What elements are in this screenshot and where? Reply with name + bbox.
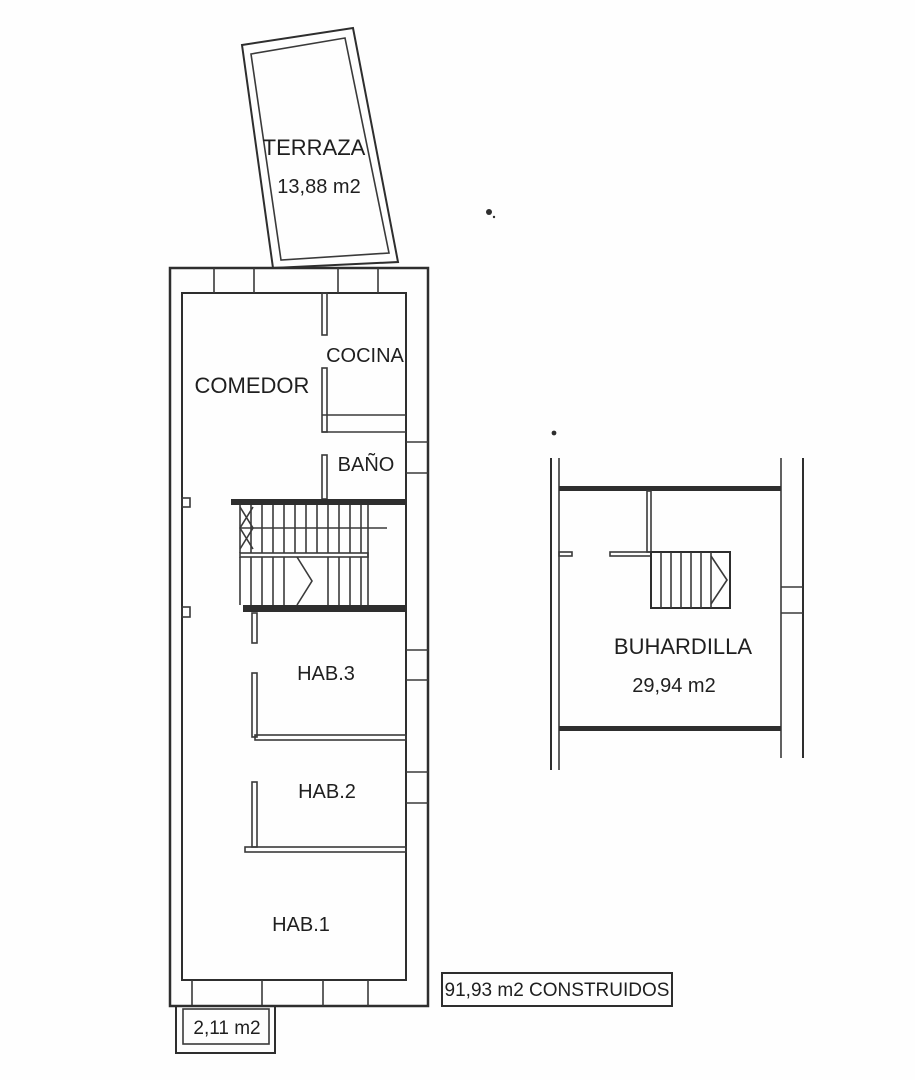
attic-top-wall [559,486,781,491]
partition-wall [252,782,257,847]
terrace-area-label: 13,88 m2 [277,176,361,198]
stair-treads-lower [240,557,361,605]
stair-top-bar [231,499,405,505]
partition-jamb [322,293,327,335]
room-divider-wall [255,735,406,740]
total-area-box [442,973,672,1006]
room-divider-wall [245,847,406,852]
balcony-area-label: 2,11 m2 [193,1018,261,1039]
attic-label: BUHARDILLA [613,634,753,659]
room-label-bano: BAÑO [337,454,395,476]
room-label-hab2: HAB.2 [298,781,356,803]
scan-specks [486,209,556,435]
partition-wall [252,673,257,737]
wall-tick [182,607,190,617]
attic-partition [647,491,651,552]
attic-area-label: 29,94 m2 [632,675,716,697]
attic-plan [551,458,803,770]
terrace-plan [242,28,398,268]
stair-break-symbol [711,556,727,604]
attic-staircase [651,552,730,608]
main-staircase [231,499,405,612]
front-balcony [176,1006,275,1053]
partition-jamb [252,613,257,643]
room-label-hab3: HAB.3 [297,663,355,685]
ink-speck [552,431,557,436]
stair-break-symbol [297,557,312,605]
ink-speck [493,216,495,218]
attic-bottom-wall [559,726,781,731]
wall-tick [182,498,190,507]
room-label-hab1: HAB.1 [272,914,330,936]
terrace-label: TERRAZA [262,135,366,160]
stair-bottom-bar [243,605,405,612]
room-label-comedor: COMEDOR [194,373,310,398]
ink-speck [486,209,492,215]
wall-tick [559,552,572,556]
partition-wall [322,368,327,432]
room-label-cocina: COCINA [326,345,404,367]
total-area-label: 91,93 m2 CONSTRUIDOS [444,980,670,1001]
stair-treads-upper [240,505,368,605]
attic-partition [610,552,651,556]
partition-jamb [322,455,327,499]
stair-mid-band [240,553,368,557]
